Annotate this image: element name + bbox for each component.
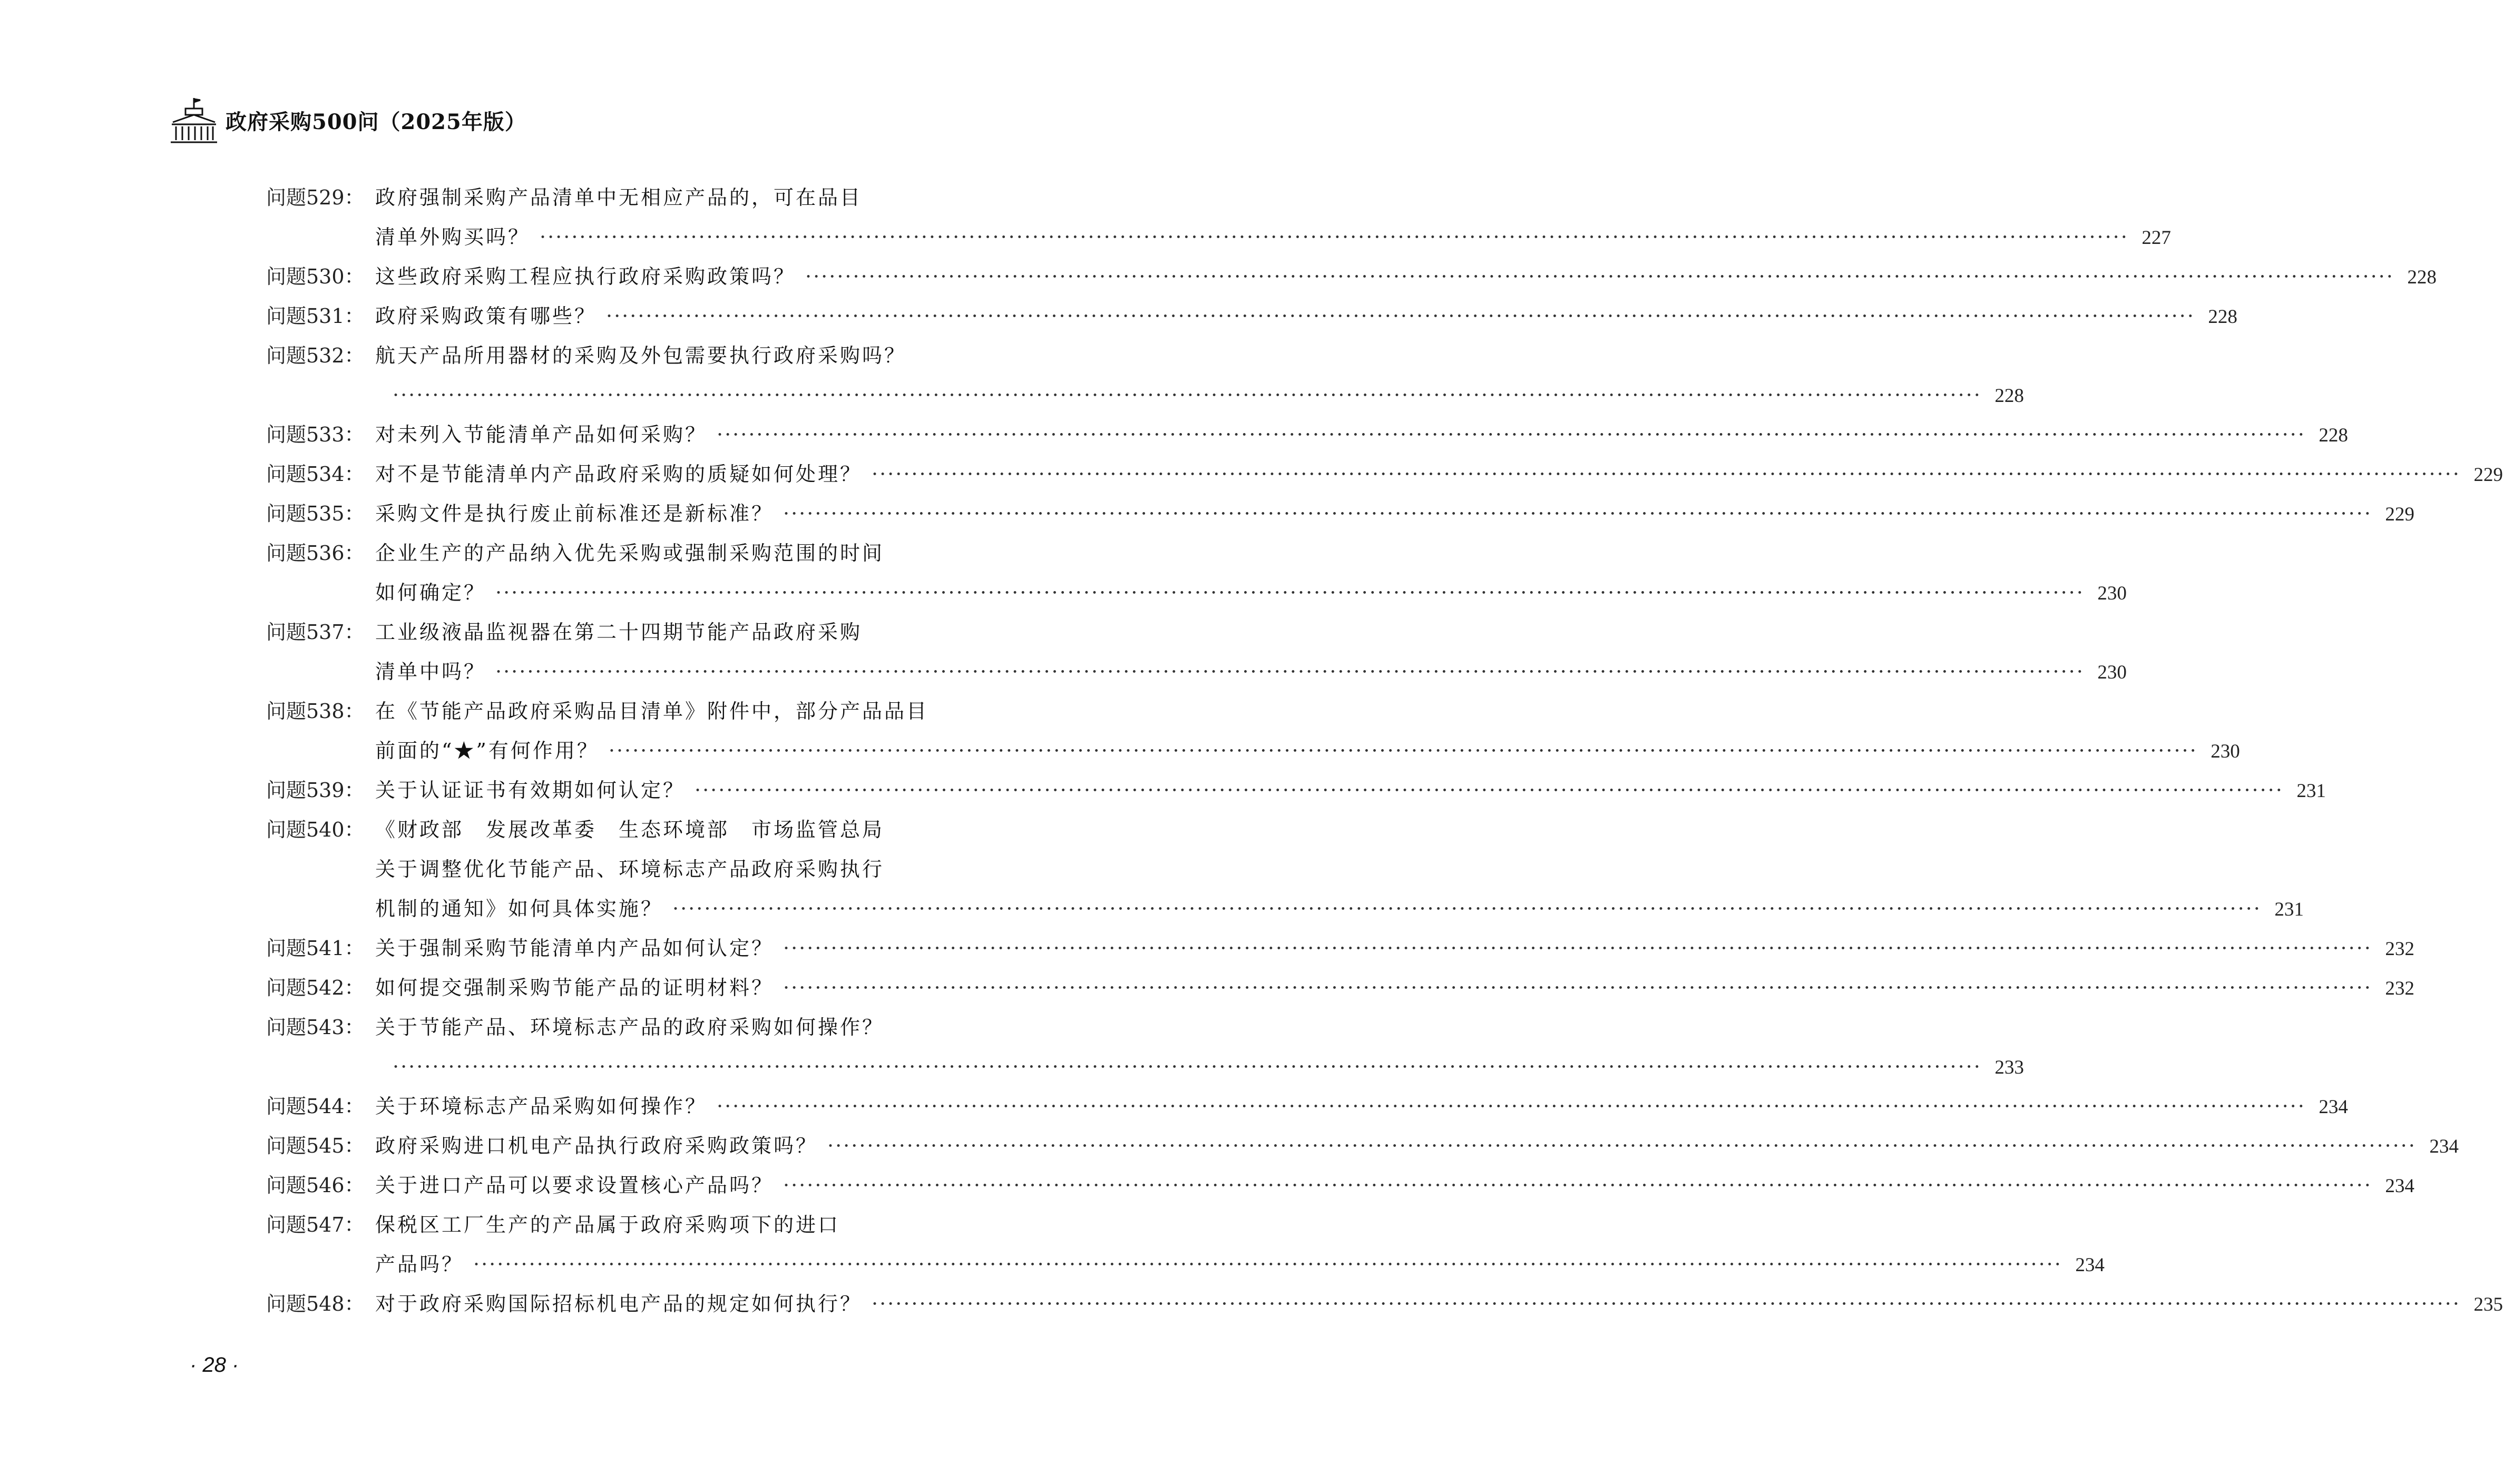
question-number: 问题532：	[266, 344, 365, 367]
toc-line	[266, 968, 2414, 1008]
toc-line	[266, 494, 2414, 534]
toc-entry	[266, 297, 2237, 336]
dot-leader: ········································································································································································································	[805, 265, 2394, 288]
toc-entry	[266, 613, 2127, 692]
toc-entry	[266, 455, 2503, 494]
toc-line	[266, 1205, 936, 1245]
page-ref: 228	[1994, 385, 2024, 407]
toc-line	[266, 1047, 2024, 1087]
question-text: 航天产品所用器材的采购及外包需要执行政府采购吗？	[375, 344, 907, 367]
question-number: 问题531：	[266, 304, 365, 328]
question-number: 问题540：	[266, 818, 365, 841]
toc-line	[266, 415, 2348, 455]
page-ref: 234	[2385, 1175, 2414, 1197]
question-text: 清单外购买吗？	[375, 225, 531, 249]
question-text: 关于认证证书有效期如何认定？	[375, 779, 686, 802]
toc-line	[266, 850, 936, 889]
page-ref: 234	[2075, 1254, 2105, 1276]
running-header	[170, 94, 526, 146]
page-ref: 228	[2208, 306, 2237, 328]
dot-leader: ········································································································································································································	[872, 463, 2461, 486]
question-number: 问题533：	[266, 423, 365, 446]
question-text: 机制的通知》如何具体实施？	[375, 897, 663, 920]
toc-entry	[266, 178, 2171, 257]
question-text: 保税区工厂生产的产品属于政府采购项下的进口	[375, 1213, 840, 1236]
toc-line	[266, 1008, 936, 1047]
toc-entry	[266, 929, 2414, 968]
toc-line	[266, 297, 2237, 336]
question-text: 对未列入节能清单产品如何采购？	[375, 423, 708, 446]
toc-entry	[266, 692, 2240, 771]
question-number: 问题536：	[266, 542, 365, 565]
toc-line	[266, 652, 2127, 692]
question-number: 问题541：	[266, 937, 365, 960]
question-text: 关于调整优化节能产品、环境标志产品政府采购执行	[375, 858, 885, 881]
question-number: 问题538：	[266, 700, 365, 723]
question-text: 清单中吗？	[375, 660, 486, 683]
page-ref: 231	[2274, 899, 2304, 920]
toc-line	[266, 810, 936, 850]
toc-line	[266, 692, 936, 731]
question-text: 这些政府采购工程应执行政府采购政策吗？	[375, 265, 796, 288]
toc-entry	[266, 771, 2326, 810]
dot-leader: ········································································································································································································	[393, 1055, 1982, 1078]
toc-line	[266, 534, 936, 573]
question-number: 问题529：	[266, 186, 365, 209]
toc-line	[266, 1087, 2348, 1126]
question-number: 问题542：	[266, 976, 365, 999]
question-text: 政府采购进口机电产品执行政府采购政策吗？	[375, 1134, 818, 1157]
question-text: 政府强制采购产品清单中无相应产品的，可在品目	[375, 186, 863, 209]
page-ref: 235	[2473, 1294, 2503, 1315]
question-text: 对于政府采购国际招标机电产品的规定如何执行？	[375, 1292, 863, 1315]
table-of-contents	[266, 178, 2503, 1324]
dot-leader: ········································································································································································································	[783, 502, 2372, 525]
toc-entry	[266, 415, 2348, 455]
question-text: 如何确定？	[375, 581, 486, 604]
question-text: 关于进口产品可以要求设置核心产品吗？	[375, 1174, 774, 1197]
toc-line	[266, 257, 2437, 297]
dot-leader: ········································································································································································································	[672, 897, 2262, 920]
page-ref: 227	[2142, 227, 2171, 249]
toc-line	[266, 1166, 2414, 1205]
dot-leader: ········································································································································································································	[783, 976, 2372, 999]
toc-entry	[266, 1087, 2348, 1126]
toc-line	[266, 178, 936, 218]
toc-line	[266, 613, 936, 652]
toc-entry	[266, 494, 2414, 534]
question-text: 关于节能产品、环境标志产品的政府采购如何操作？	[375, 1016, 885, 1039]
toc-line	[266, 771, 2326, 810]
toc-line	[266, 929, 2414, 968]
government-building-icon	[170, 95, 218, 145]
question-text: 前面的“★”有何作用？	[375, 739, 599, 762]
question-text: 政府采购政策有哪些？	[375, 304, 597, 328]
dot-leader: ········································································································································································································	[695, 779, 2284, 802]
dot-leader: ········································································································································································································	[473, 1253, 2062, 1276]
dot-leader: ········································································································································································································	[783, 937, 2372, 960]
page-ref: 233	[1994, 1057, 2024, 1078]
dot-leader: ········································································································································································································	[783, 1174, 2372, 1197]
toc-entry	[266, 1126, 2459, 1166]
page-number: · 28 ·	[190, 1353, 239, 1377]
question-text: 在《节能产品政府采购品目清单》附件中，部分产品品目	[375, 700, 929, 723]
question-text: 关于环境标志产品采购如何操作？	[375, 1095, 708, 1118]
question-text: 采购文件是执行废止前标准还是新标准？	[375, 502, 774, 525]
toc-entry	[266, 1008, 2024, 1087]
book-title: 政府采购500问（2025年版）	[226, 109, 526, 134]
toc-line	[266, 376, 2024, 415]
question-number: 问题547：	[266, 1213, 365, 1236]
dot-leader: ········································································································································································································	[608, 739, 2198, 762]
dot-leader: ········································································································································································································	[606, 304, 2195, 328]
toc-entry	[266, 1284, 2503, 1324]
toc-entry	[266, 1166, 2414, 1205]
dot-leader: ········································································································································································································	[872, 1292, 2461, 1315]
toc-entry	[266, 336, 2024, 415]
question-number: 问题539：	[266, 779, 365, 802]
question-number: 问题534：	[266, 463, 365, 486]
question-text: 对不是节能清单内产品政府采购的质疑如何处理？	[375, 463, 863, 486]
question-text: 如何提交强制采购节能产品的证明材料？	[375, 976, 774, 999]
dot-leader: ········································································································································································································	[540, 225, 2129, 249]
page-ref: 228	[2407, 267, 2437, 288]
question-number: 问题544：	[266, 1095, 365, 1118]
question-text: 产品吗？	[375, 1253, 464, 1276]
dot-leader: ········································································································································································································	[495, 660, 2085, 683]
toc-entry	[266, 534, 2127, 613]
dot-leader: ········································································································································································································	[717, 423, 2306, 446]
page-ref: 232	[2385, 978, 2414, 999]
question-number: 问题543：	[266, 1016, 365, 1039]
question-number: 问题535：	[266, 502, 365, 525]
dot-leader: ········································································································································································································	[393, 384, 1982, 407]
question-number: 问题546：	[266, 1174, 365, 1197]
page-ref: 229	[2385, 504, 2414, 525]
page-ref: 232	[2385, 938, 2414, 960]
question-number: 问题537：	[266, 621, 365, 644]
toc-line	[266, 889, 2304, 929]
toc-line	[266, 731, 2240, 771]
toc-entry	[266, 968, 2414, 1008]
toc-line	[266, 455, 2503, 494]
question-text: 企业生产的产品纳入优先采购或强制采购范围的时间	[375, 542, 885, 565]
dot-leader: ········································································································································································································	[495, 581, 2085, 604]
question-number: 问题548：	[266, 1292, 365, 1315]
question-number: 问题545：	[266, 1134, 365, 1157]
toc-line	[266, 218, 2171, 257]
question-number: 问题530：	[266, 265, 365, 288]
page-ref: 228	[2319, 425, 2348, 446]
dot-leader: ········································································································································································································	[827, 1134, 2417, 1157]
question-text: 关于强制采购节能清单内产品如何认定？	[375, 937, 774, 960]
toc-line	[266, 1245, 2105, 1284]
toc-entry	[266, 1205, 2105, 1284]
page-ref: 234	[2429, 1136, 2459, 1157]
page-ref: 230	[2097, 662, 2127, 683]
toc-line	[266, 1284, 2503, 1324]
page-ref: 230	[2211, 741, 2240, 762]
toc-line	[266, 1126, 2459, 1166]
toc-line	[266, 336, 936, 376]
toc-line	[266, 573, 2127, 613]
toc-entry	[266, 257, 2437, 297]
page-ref: 231	[2296, 780, 2326, 802]
toc-entry	[266, 810, 2304, 929]
question-text: 《财政部 发展改革委 生态环境部 市场监管总局	[375, 818, 885, 841]
page-ref: 234	[2319, 1096, 2348, 1118]
question-text: 工业级液晶监视器在第二十四期节能产品政府采购	[375, 621, 863, 644]
dot-leader: ········································································································································································································	[717, 1095, 2306, 1118]
page-ref: 229	[2473, 464, 2503, 486]
page-ref: 230	[2097, 583, 2127, 604]
